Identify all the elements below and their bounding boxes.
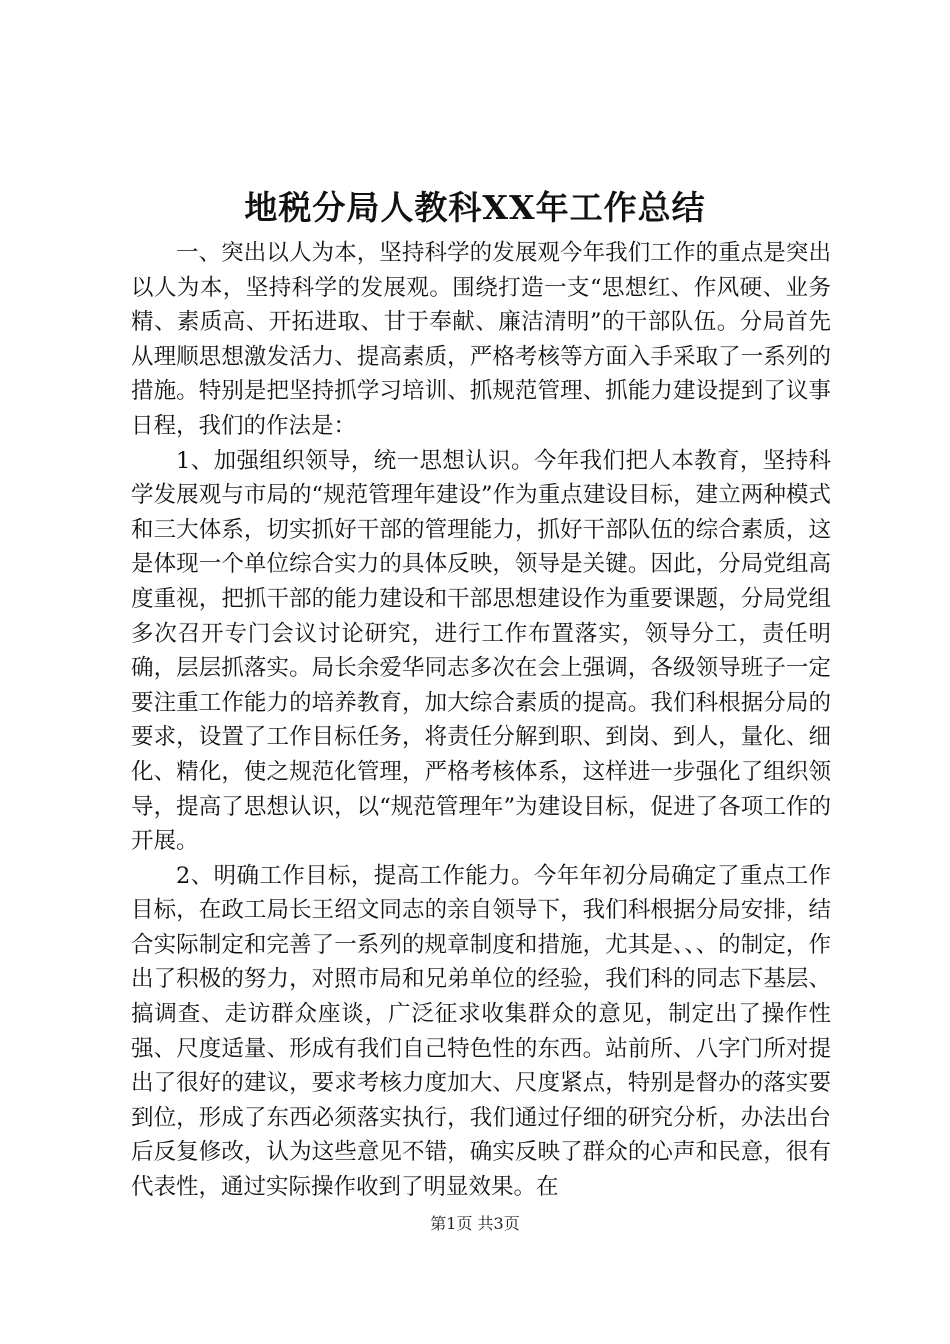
paragraph-item-one: 1、加强组织领导，统一思想认识。今年我们把人本教育，坚持科学发展观与市局的“规范管理年建设”作为重点建设目标，建立两种模式和三大体系，切实抓好干部的管理能力，抓好干部队伍的综合素质，这是体现一个单位综合实力的具体反映，领导是关键。因此，分局党组高度重视，把抓干部的能力建设和干部思想建设作为重要课题，分局党组多次召开专门会议讨论研究，进行工作布置落实，领导分工，责任明确，层层抓落实。局长余爱华同志多次在会上强调，各级领导班子一定要注重工作能力的培养教育，加大综合素质的提高。我们科根据分局的要求，设置了工作目标任务，将责任分解到职、到岗、到人，量化、细化、精化，使之规范化管理，严格考核体系，这样进一步强化了组织领导，提高了思想认识，以“规范管理年”为建设目标，促进了各项工作的开展。 — [131, 447, 831, 855]
document-body — [131, 236, 831, 1205]
page-number-footer: 第1页 共3页 — [430, 1214, 520, 1233]
document-title: 地税分局人教科XX年工作总结 — [244, 188, 706, 227]
paragraph-section-one: 一、突出以人为本，坚持科学的发展观今年我们工作的重点是突出以人为本，坚持科学的发展观。围绕打造一支“思想红、作风硬、业务精、素质高、开拓进取、甘于奉献、廉洁清明”的干部队伍。分局首先从理顺思想激发活力、提高素质，严格考核等方面入手采取了一系列的措施。特别是把坚持抓学习培训、抓规范管理、抓能力建设提到了议事日程，我们的作法是： — [131, 240, 831, 439]
paragraph-item-two: 2、明确工作目标，提高工作能力。今年年初分局确定了重点工作目标，在政工局长王绍文同志的亲自领导下，我们科根据分局安排，结合实际制定和完善了一系列的规章制度和措施，尤其是、、、的制定，作出了积极的努力，对照市局和兄弟单位的经验，我们科的同志下基层、搞调查、走访群众座谈，广泛征求收集群众的意见，制定出了操作性强、尺度适量、形成有我们自己特色性的东西。站前所、八字门所对提出了很好的建议，要求考核力度加大、尺度紧点，特别是督办的落实要到位，形成了东西必须落实执行，我们通过仔细的研究分析，办法出台后反复修改，认为这些意见不错，确实反映了群众的心声和民意，很有代表性，通过实际操作收到了明显效果。在 — [131, 862, 831, 1201]
